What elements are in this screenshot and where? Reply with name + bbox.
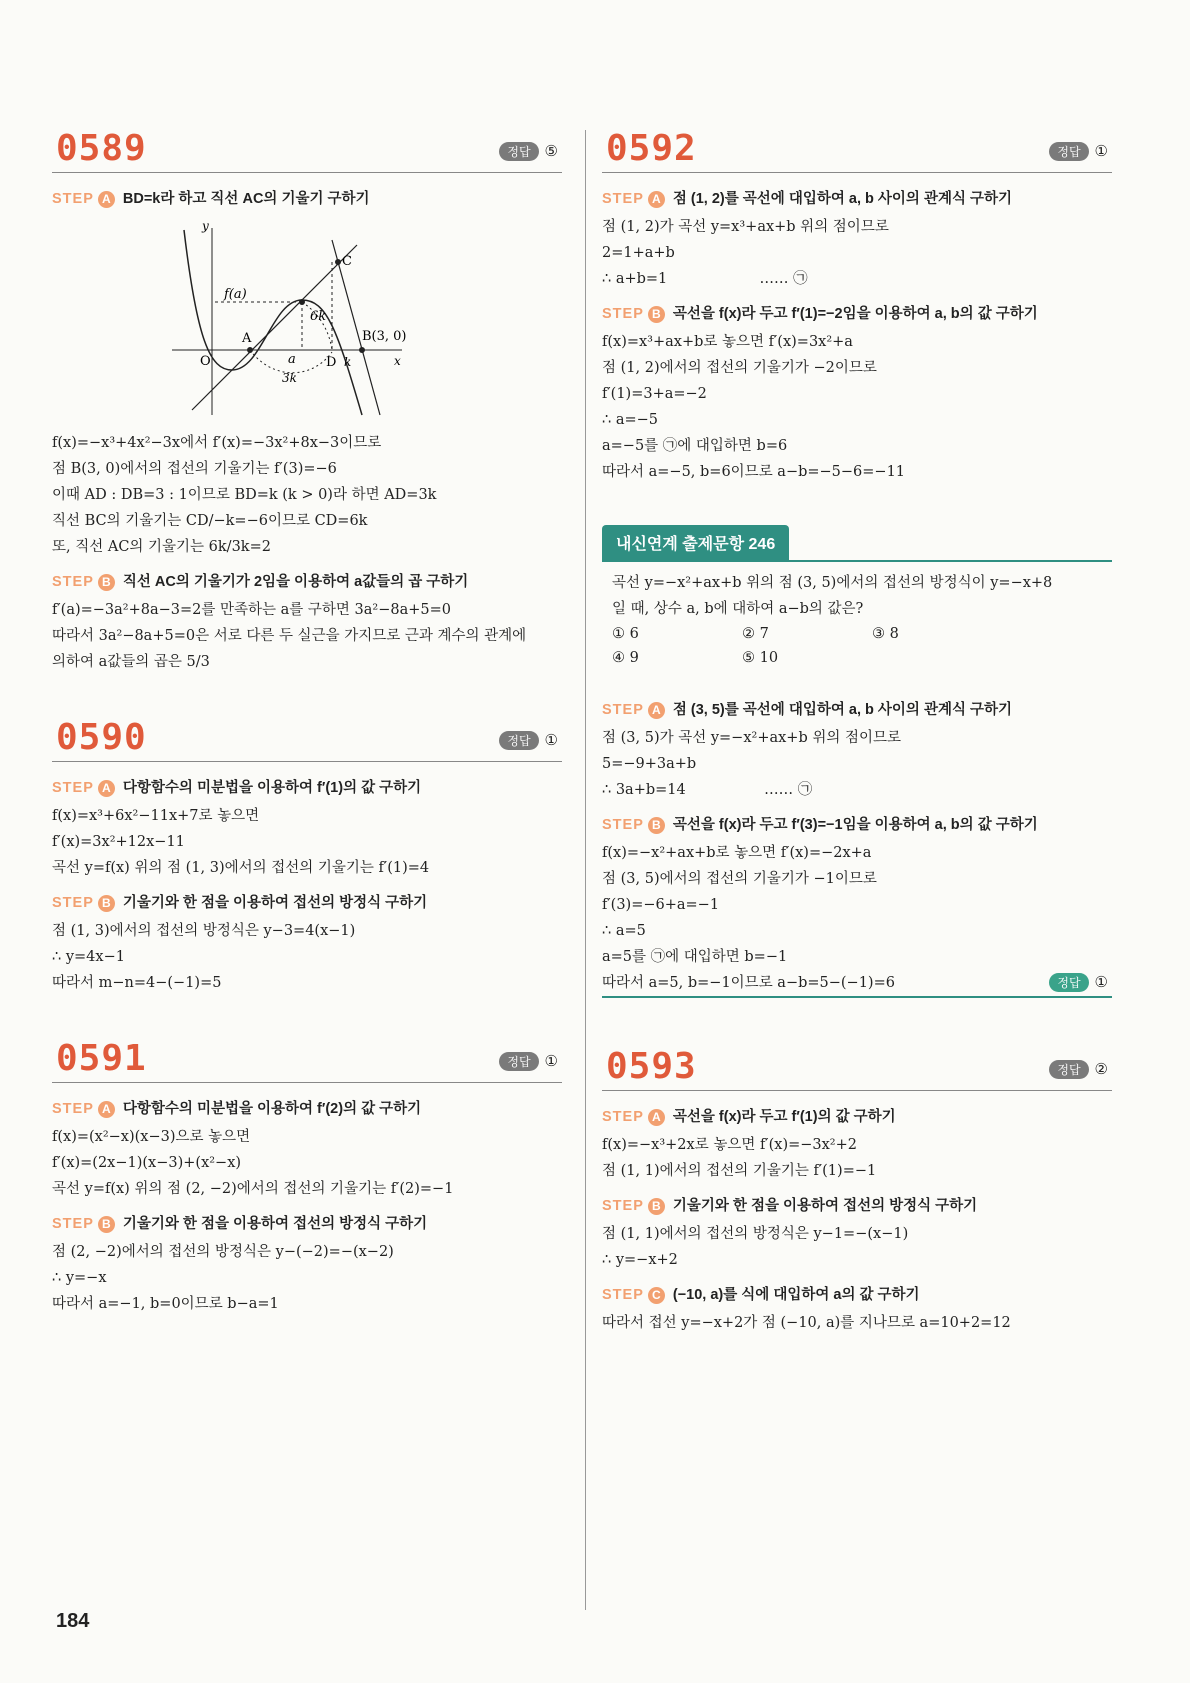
text-line: 점 (2, −2)에서의 접선의 방정식은 y−(−2)=−(x−2) (52, 1244, 394, 1260)
choice: ① 6 (612, 626, 639, 642)
text-line: ∴ a+b=1 …… ㉠ (602, 271, 808, 287)
question-line: 곡선 y=−x²+ax+b 위의 점 (3, 5)에서의 접선의 방정식이 y=−x+8 (612, 575, 1053, 591)
text-line: 따라서 3a²−8a+5=0은 서로 다른 두 실근을 가지므로 근과 계수의 관계에 (52, 628, 527, 644)
answer (1049, 973, 1108, 992)
answer-choices (612, 622, 1112, 670)
a-point-label: A (242, 331, 252, 346)
text-line: 점 (1, 2)가 곡선 y=x³+ax+b 위의 점이므로 (602, 219, 889, 235)
text-line: ∴ y=4x−1 (52, 949, 125, 965)
text-line: f′(1)=3+a=−2 (602, 386, 707, 402)
problem-number: 0592 (606, 128, 697, 169)
text-line: a=−5를 ㉠에 대입하면 b=6 (602, 438, 788, 454)
step-b: STEP B 곡선을 f(x)라 두고 f′(1)=−2임을 이용하여 a, b의 값 구하기 (602, 306, 1038, 322)
problem-header (52, 709, 562, 762)
text-line: 5=−9+3a+b (602, 756, 697, 772)
a-label: a (288, 352, 296, 367)
c-label: C (342, 254, 352, 269)
answer-badge: 정답 (1049, 973, 1088, 992)
text-line: f(x)=x³+ax+b로 놓으면 f′(x)=3x²+a (602, 334, 853, 350)
text-line: 또, 직선 AC의 기울기는 6k/3k=2 (52, 539, 271, 555)
left-column (52, 120, 562, 1337)
right-column (602, 120, 1112, 1356)
text-line: 점 (1, 1)에서의 접선의 기울기는 f′(1)=−1 (602, 1162, 877, 1179)
text-line: f(x)=−x²+ax+b로 놓으면 f′(x)=−2x+a (602, 845, 872, 861)
step-b: STEP B 기울기와 한 점을 이용하여 접선의 방정식 구하기 (602, 1197, 978, 1214)
x-axis-label: x (394, 354, 401, 368)
problem-header (52, 1030, 562, 1083)
text-line: 따라서 a=−5, b=6이므로 a−b=−5−6=−11 (602, 464, 906, 480)
step-b: STEP B 직선 AC의 기울기가 2임을 이용하여 a값들의 곱 구하기 (52, 574, 469, 590)
problem-0591 (52, 1030, 562, 1317)
choice: ③ 8 (872, 626, 899, 642)
text-line: 곡선 y=f(x) 위의 점 (1, 3)에서의 접선의 기울기는 f′(1)=4 (52, 860, 430, 876)
answer-value: ② (1094, 1060, 1108, 1078)
cubic-graph (162, 220, 412, 420)
text-line: 점 (1, 2)에서의 접선의 기울기가 −2이므로 (602, 360, 877, 376)
text-line: 점 B(3, 0)에서의 접선의 기울기는 f′(3)=−6 (52, 461, 337, 477)
question-line: 일 때, 상수 a, b에 대하여 a−b의 값은? (612, 601, 864, 617)
text-line: ∴ a=5 (602, 923, 646, 939)
text-line: 이때 AD : DB=3 : 1이므로 BD=k (k > 0)라 하면 AD=3k (52, 487, 437, 503)
page-number: 184 (56, 1610, 90, 1632)
step-a: STEP A 다항함수의 미분법을 이용하여 f′(2)의 값 구하기 (52, 1101, 422, 1117)
problem-number: 0593 (606, 1045, 697, 1087)
choice: ⑤ 10 (742, 650, 779, 666)
problem-number: 0590 (56, 717, 147, 758)
step-a: STEP A 점 (1, 2)를 곡선에 대입하여 a, b 사이의 관계식 구하기 (602, 191, 1013, 207)
answer-value: ① (544, 732, 558, 749)
text-line: 의하여 a값들의 곱은 5/3 (52, 654, 210, 670)
answer-value: ⑤ (544, 143, 558, 160)
text-line: 따라서 a=−1, b=0이므로 b−a=1 (52, 1296, 279, 1312)
y-axis-label: y (202, 220, 209, 233)
answer-badge: 정답 (499, 731, 538, 750)
text-line: f′(x)=(2x−1)(x−3)+(x²−x) (52, 1155, 242, 1171)
answer (499, 142, 558, 161)
text-line: f(x)=−x³+4x²−3x에서 f′(x)=−3x²+8x−3이므로 (52, 435, 382, 451)
step-b: STEP B 기울기와 한 점을 이용하여 접선의 방정식 구하기 (52, 895, 428, 911)
text-line: ∴ y=−x (52, 1270, 107, 1286)
text-line: 직선 BC의 기울기는 CD/−k=−6이므로 CD=6k (52, 513, 368, 529)
step-a: STEP A 곡선을 f(x)라 두고 f′(1)의 값 구하기 (602, 1108, 896, 1125)
answer (1049, 142, 1108, 161)
text-line: ∴ a=−5 (602, 412, 659, 428)
step-b: STEP B 곡선을 f(x)라 두고 f′(3)=−1임을 이용하여 a, b의 값 구하기 (602, 817, 1038, 833)
answer-badge: 정답 (499, 142, 538, 161)
answer-badge: 정답 (1049, 1060, 1088, 1079)
text-line: f(x)=−x³+2x로 놓으면 f′(x)=−3x²+2 (602, 1136, 857, 1153)
problem-header (602, 120, 1112, 173)
step-a: STEP A BD=k라 하고 직선 AC의 기울기 구하기 (52, 191, 370, 207)
d-label: D (326, 355, 337, 370)
step-a: STEP A 다항함수의 미분법을 이용하여 f′(1)의 값 구하기 (52, 780, 422, 796)
text-line: 2=1+a+b (602, 245, 675, 261)
nesin-rule (602, 560, 1112, 562)
text-line: f′(a)=−3a²+8a−3=2를 만족하는 a를 구하면 3a²−8a+5=0 (52, 602, 451, 618)
text-line: 따라서 a=5, b=−1이므로 a−b=5−(−1)=6 (602, 975, 895, 991)
fa-label: f(a) (224, 287, 247, 302)
problem-header (52, 120, 562, 173)
choice: ④ 9 (612, 650, 639, 666)
problem-header (602, 1038, 1112, 1091)
nesin-rule-bottom (602, 996, 1112, 998)
answer-value: ① (1094, 974, 1108, 991)
problem-number: 0591 (56, 1038, 147, 1079)
column-divider (585, 130, 586, 1610)
text-line: f(x)=x³+6x²−11x+7로 놓으면 (52, 808, 260, 824)
answer-badge: 정답 (1049, 142, 1088, 161)
text-line: 점 (1, 1)에서의 접선의 방정식은 y−1=−(x−1) (602, 1225, 909, 1242)
text-line: f′(x)=3x²+12x−11 (52, 834, 185, 850)
answer-badge: 정답 (499, 1052, 538, 1071)
text-line: f(x)=(x²−x)(x−3)으로 놓으면 (52, 1129, 251, 1145)
origin-label: O (200, 354, 211, 369)
text-line: 점 (3, 5)가 곡선 y=−x²+ax+b 위의 점이므로 (602, 730, 901, 746)
problem-0592 (602, 120, 1112, 485)
text-line: ∴ 3a+b=14 …… ㉠ (602, 782, 813, 798)
answer-value: ① (544, 1053, 558, 1070)
nesin-related-problem (602, 525, 1112, 998)
answer (499, 1052, 558, 1071)
step-a: STEP A 점 (3, 5)를 곡선에 대입하여 a, b 사이의 관계식 구하기 (602, 702, 1013, 718)
nesin-title: 내신연계 출제문항 246 (602, 525, 789, 560)
text-line: 따라서 m−n=4−(−1)=5 (52, 975, 222, 991)
step-b: STEP B 기울기와 한 점을 이용하여 접선의 방정식 구하기 (52, 1216, 428, 1232)
text-line: 점 (3, 5)에서의 접선의 기울기가 −1이므로 (602, 871, 877, 887)
text-line: f′(3)=−6+a=−1 (602, 897, 720, 913)
problem-0593 (602, 1038, 1112, 1336)
step-c: STEP C (−10, a)를 식에 대입하여 a의 값 구하기 (602, 1286, 920, 1303)
b-label: B(3, 0) (362, 329, 407, 344)
text-line: 곡선 y=f(x) 위의 점 (2, −2)에서의 접선의 기울기는 f′(2)=−1 (52, 1181, 454, 1197)
k-label: k (344, 355, 352, 369)
text-line: 따라서 접선 y=−x+2가 점 (−10, a)를 지나므로 a=10+2=12 (602, 1314, 1011, 1331)
answer (499, 731, 558, 750)
answer (1049, 1060, 1108, 1079)
6k-label: 6k (310, 309, 327, 324)
text-line: 점 (1, 3)에서의 접선의 방정식은 y−3=4(x−1) (52, 923, 356, 939)
problem-0589 (52, 120, 562, 675)
choice: ② 7 (742, 626, 769, 642)
answer-row (602, 970, 1112, 996)
problem-number: 0589 (56, 128, 147, 169)
answer-value: ① (1094, 143, 1108, 160)
3k-label: 3k (282, 371, 297, 385)
problem-0590 (52, 709, 562, 996)
text-line: a=5를 ㉠에 대입하면 b=−1 (602, 949, 788, 965)
text-line: ∴ y=−x+2 (602, 1251, 678, 1268)
